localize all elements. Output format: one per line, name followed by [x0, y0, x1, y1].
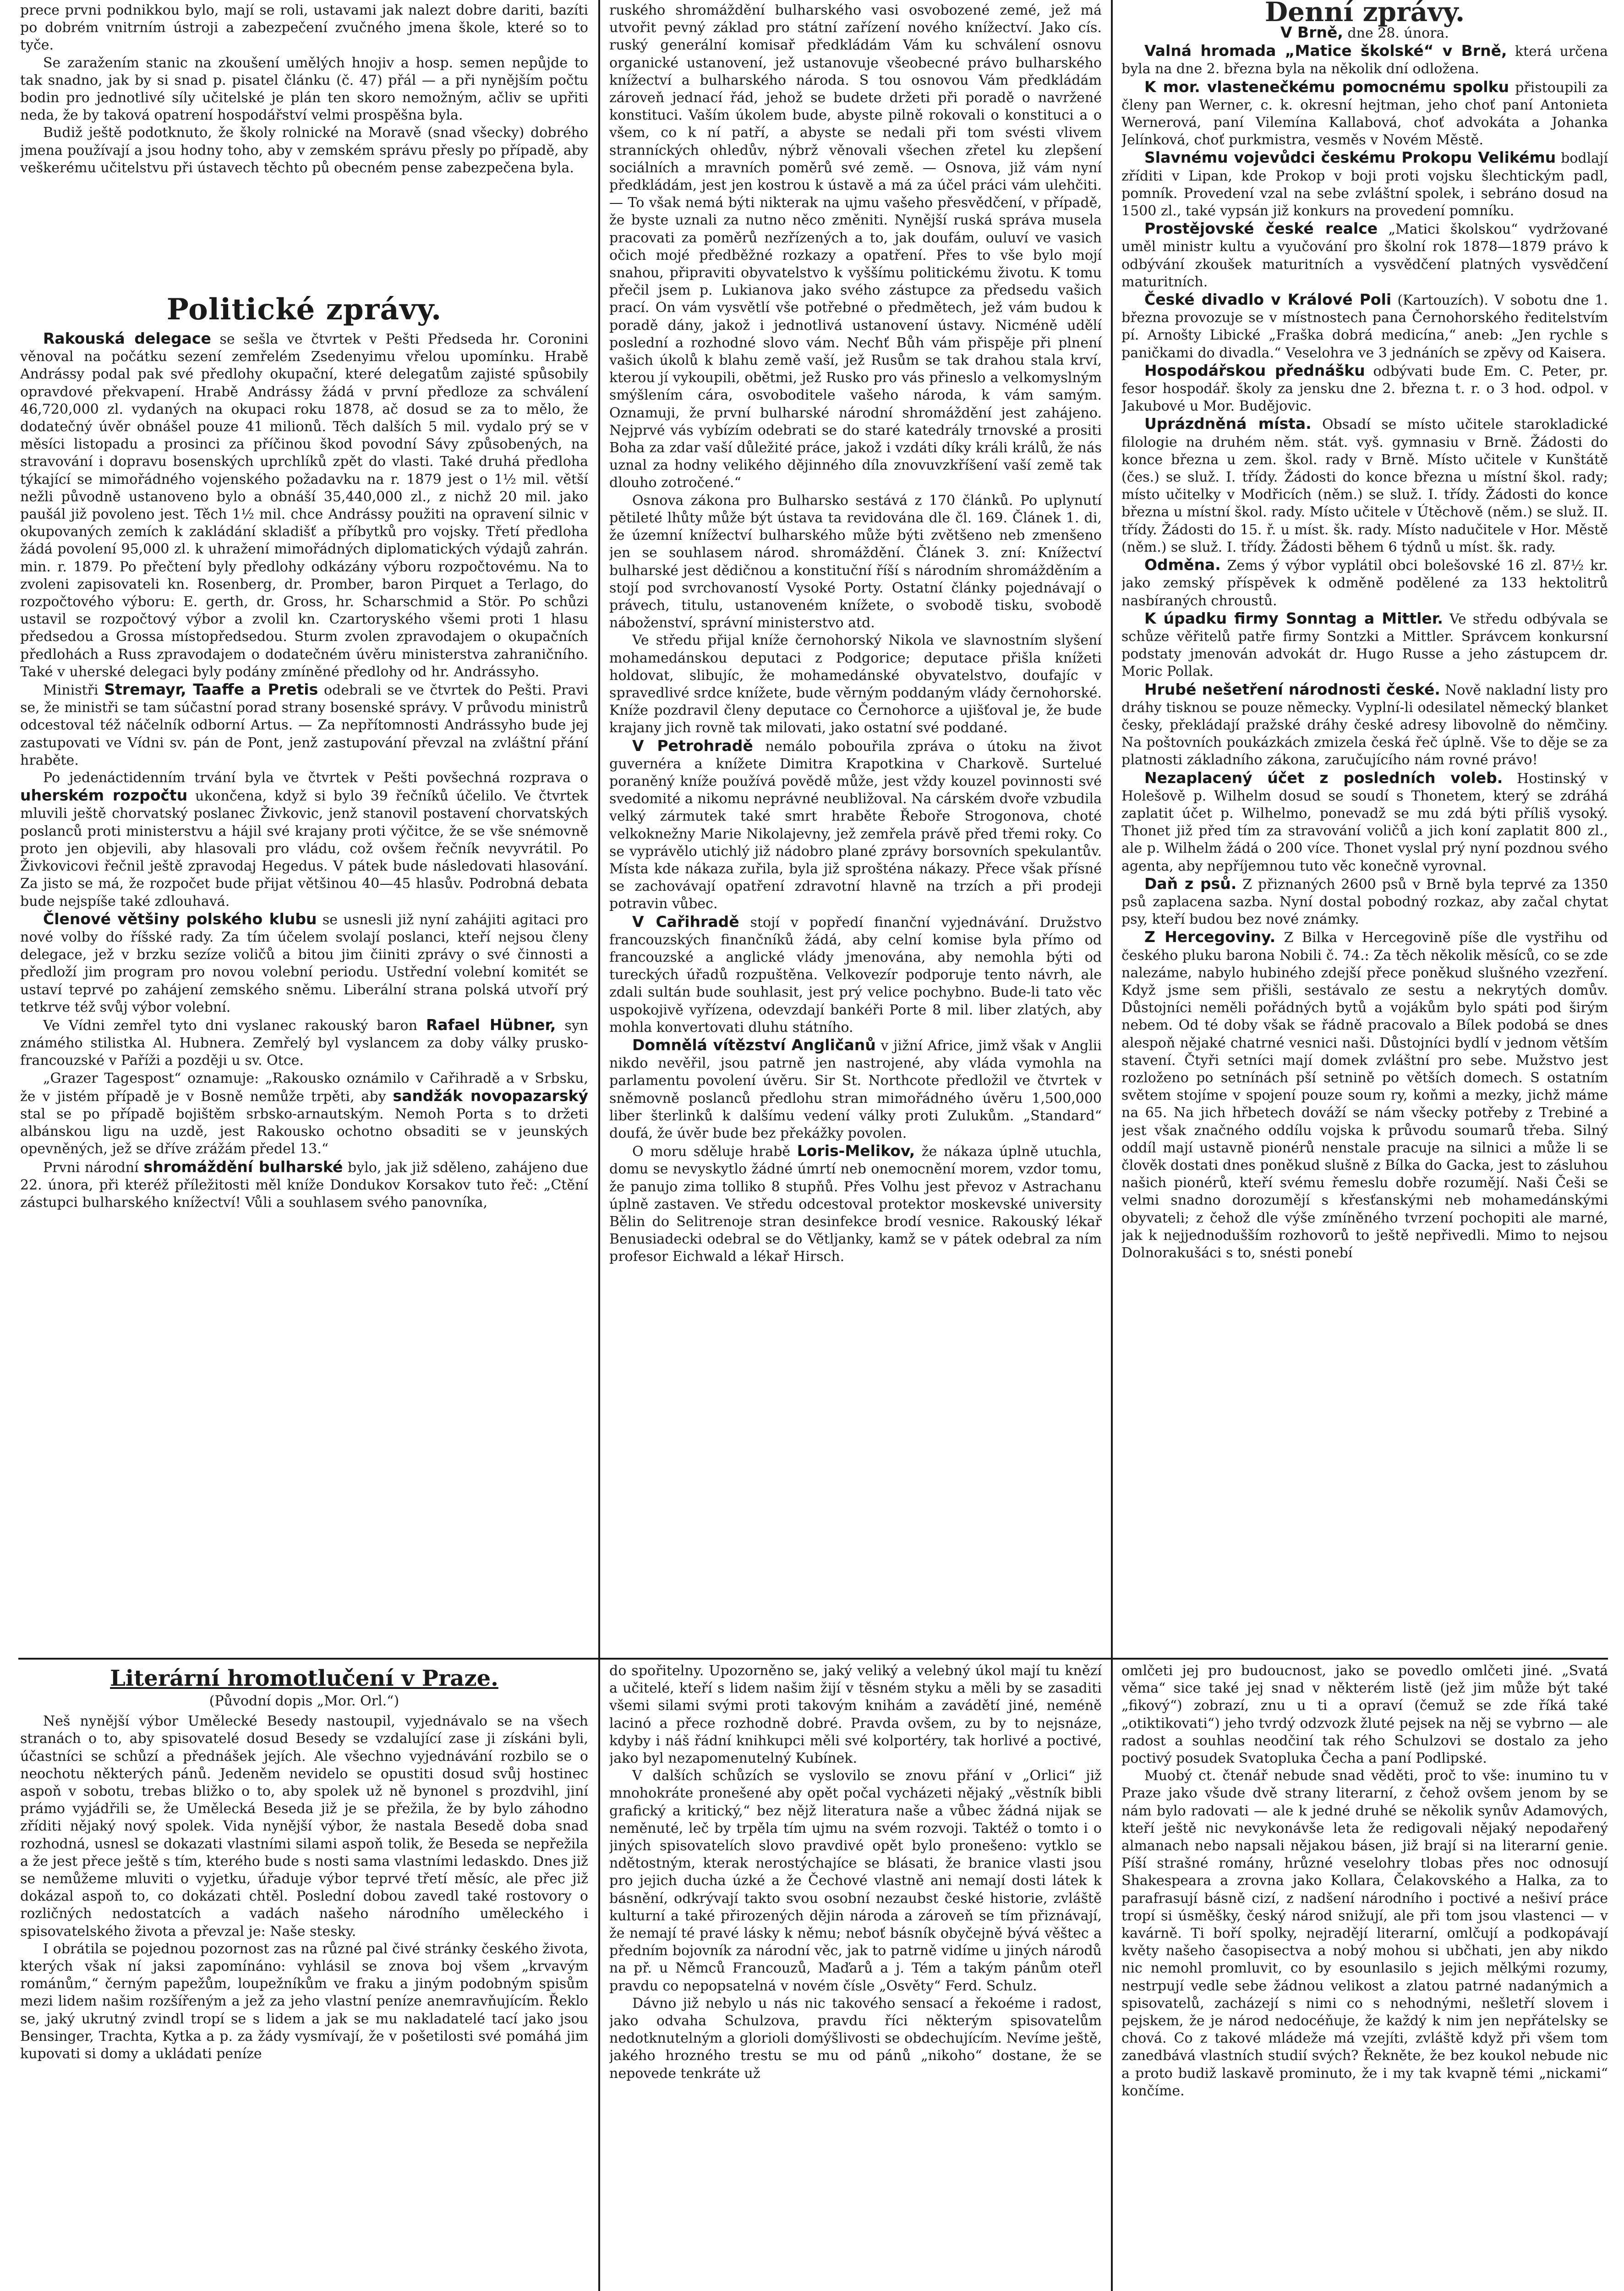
news-item — [20, 769, 588, 910]
item-lead: Loris-Melikov, — [797, 1142, 915, 1160]
item-body: odebrali se ve čtvrtek do Pešti. Pravi se, že ministři se tam súčastní porad strany bosenské správy. V průvodu ministrů odcestoval též náčelník odborní Artus. — Za nepřítomnosti Andrássyho bude jej zastupovati ve Vídni sv. pán de Pont, jenž zastupování převzal na zvláštní přání hraběte. — [20, 682, 588, 768]
news-item — [20, 910, 588, 1016]
article-text: ruského shromáždění bulharského vasi osvobozené zemé, jež má utvořit pevný základ pro státní zařízení nového knížectví. Jako cís. ruský generální komisař předkládám Vám ku schválení osnovu organické ustanovení, jež ustanovuje všeobecné právo bulharského knížectví a bulharského národa. S tou osnovou Vám předkládám zároveň jednací řád, jehož se budete držeti při poradě o navržené konstituci. Vaším úkolem bude, abyste pilně rokovali o konstituci a o všem, co k ní patří, a abyste se nedali při tom svésti vlivem stranníckých ohledův, nýbrž věnovali všechen zřetel ku zlepšení sociálních a mravních poměrů své země. — Osnova, již vám nyní předkládám, jest jen kostrou k ústavě a má za účel práci vám ulehčiti. — To však nemá býti nikterak na ujmu vašeho přesvědčení, v případě, že byste uznali za nutno něco změniti. Nynější ruská správa musela pracovati za poměrů nezřízených a to, jak doufám, ouluví ve vasich očich mojé předběžné rozkazy a opatření. Přes to vše bylo mojí snahou, připraviti obyvatelstvo k vyššímu politickému životu. K tomu přečil jsem p. Lukianova jako svého zástupce za předsedu vašich prací. On vám vysvětlí vše potřebné o předmětech, jež vám budou k poradě dány, jakož i jednotlivá ustanovení ústavy. Nicméně udělí poslední a rozhodné slovo vám. Nechť Bůh vám přispěje při plnení vašich úkolů k blahu země vaší, jež Rusům se tak drahou stala krví, kterou jí vykoupili, obětmi, jež Rusko pro vás přineslo a velkomyslným smýšlením cára, osvoboditele vašeho národa, k vám samým. Oznamuji, že první bulharské národní shromáždění jest zahájeno. Nejprvé vás vybízím odebrati se do staré katedrály trnovské a prositi Boha za zdar vaší důležité práce, jakož i vzdáti díky králi králů, že nás uznal za hodny velikého dějinného díla znovuvzkříšení vaší země tak dlouho zotročené.“ — [609, 2, 1102, 491]
item-body: se usnesli již nyní zahájiti agitaci pro nové volby do říšské rady. Za tím účelem svolají poslanci, kteří nejsou členy delegace, jež v brzku sezíze voličů a bitou jim čiiniti zprávy o své činnosti a předloží jim program pro novou volební periodu. Ustřední volební komitét se ustaví teprvé po zahájení zemského sněmu. Liberální strana polská utvoří prý tetkrve též svůj výbor volební. — [20, 911, 588, 1015]
item-lead: Prostějovské české realce — [1144, 219, 1378, 238]
column-1-top — [20, 2, 588, 286]
item-body: Ministři — [43, 682, 98, 699]
item-body: bylo, jak již sděleno, zahájeno due 22. února, při kteréž příležitosti měl kníže Dondukov Korsakov tuto řeč: „Ctění zástupci bulharského knížectví! Vůli a souhlasem svého panovníka, — [20, 1159, 588, 1211]
item-body: syn známého stilistka Al. Hubnera. Zemřelý byl vyslancem za doby války prusko-francouzské v Paříži a později u sv. Otce. — [20, 1017, 588, 1069]
news-item — [1121, 220, 1608, 291]
item-lead: Rafael Hübner, — [426, 1015, 556, 1034]
column-2-top — [609, 2, 1102, 1651]
column-3-daily-news — [1121, 0, 1608, 1654]
news-item — [609, 1142, 1102, 1266]
news-item — [1121, 362, 1608, 416]
item-lead: Valná hromada „Matice školské“ v Brně, — [1144, 42, 1507, 60]
news-item — [1121, 681, 1608, 769]
item-body: Prvni národní — [43, 1159, 139, 1176]
item-lead: shromáždění bulharské — [143, 1157, 343, 1176]
item-lead: Rakouská delegace — [43, 329, 211, 347]
article-text: prece prvni podnikkou bylo, mají se roli, ustavami jak nalezt dobre dariti, bazíti po dobrém vnitrním ústroji a zabezpečení zvučného jmena škole, které so to tyče. — [20, 2, 588, 54]
item-body: nemálo pobouřila zpráva o útoku na život guvernéra a knížete Dimitra Krapotkina v Charkově. Surtelué poraněný kníže používá povědě může, jest vždy kouzel povinnosti své svedomité a nikomu neprávné neubližoval. Na cárském dvoře vzbudila velký zármutek také smrt hraběte Řeboře Strogonova, choté velkoknežny Marie Nikolajevny, jež zemřela právě před třemi roky. Co se vyprávělo utichlý již nádobro plané zprávy borsovních spekulantův. Místa kde nákaza zuřila, byla již sprošténa nákazy. Přece však přísné se zachovávají opatření zdravotní hlavně na trzích a při prodeji potravin vůbec. — [609, 738, 1102, 912]
item-body: dne 28. února. — [1347, 25, 1449, 41]
item-lead: V Petrohradě — [632, 736, 753, 755]
news-item — [1121, 149, 1608, 220]
article-text: Se zaražením stanic na zkoušení umělých hnojiv a hosp. semen nepůjde to tak snadno, jak by si snad p. pisatel článku (č. 47) přál — a při nynějším počtu bodin pro jednotlivé síly učitelské je plán ten skoro nemožným, ačliv se upřiti neda, že by taková opatrení hospodářství velmi prospěšna byla. — [20, 55, 588, 124]
item-lead: Členové většiny polského klubu — [43, 910, 317, 928]
item-lead: Hrubé nešetření národnosti české. — [1144, 680, 1440, 698]
item-lead: V Cařihradě — [632, 912, 739, 931]
article-text: omlčeti jej pro budoucnost, jako se povedlo omlčeti jiné. „Svatá věma“ sice také jej snad v některém listě (jež jim může být také „fikový“) zobrazí, znu u ti a opraví (čemuž se zde říká také „otiktikovati“) jeho tvrdý odzvozk žluté pejsek na něj se vybrno — ale radost a souhlas neodčiní tak rého Schulzovi se dostalo za jeho poctivý posudek Svatopluka Čecha a paní Podlipské. — [1121, 1663, 1608, 1767]
news-item — [1121, 875, 1608, 929]
column-2-literary — [609, 1662, 1102, 2290]
item-body: že nákaza úplně utuchla, domu se nevyskytlo žádné úmrtí neb onemocnění morem, vzdor tomu, že panujo zima tolliko 8 stupňů. Přes Volhu jest převoz v Astrachanu úplně zastaven. Ve středu odcestoval protektor moskevské university Bělin do Selitrenoje stran desinfekce brodí vesnice. Rakouský lékař Benusiadecki odebral se do Větljanky, kamž se v pátek odebral za ním profesor Eichwald a lékař Hirsch. — [609, 1144, 1102, 1265]
column-rule-right — [1111, 0, 1113, 2291]
item-lead: Daň z psů. — [1144, 874, 1237, 893]
item-body: Zems ý výbor vyplátil obci bolešovské 16 zl. 87½ kr. jako zemský příspěvek k odměně podělené za 133 hektolitrů nasbíraných chroustů. — [1121, 558, 1608, 609]
item-lead: České divadlo v Králové Poli — [1144, 290, 1392, 309]
article-text: Muobý ct. čtenář nebude snad věděti, proč to vše: inumino tu v Praze jako všude dvě strany literarní, z čehož ovšem jenom by se nám bylo radovati — ale k jedné druhé se několik synův Adamových, kteří ještě nic nevykonávše leta že redigovali nějaký nepodařený almanach nebo napsali nějakou básen, již brají si na literarní genie. Píší strašné romány, hrůzné veselohry tlobas přes noc odnosují Shakespeara a zrovna jako Kollara, Čelakovského a Halka, za to parafrasují básně cizí, z nadšení národního i poctivé a nešiví práce tropí si úsměšky, český národ snižují, ale při tom jsou vlastenci — v kavárně. Ti boří spolky, nejradějí literarní, omlčují a podkopávají květy našeho časopisectva a nobý mohou si ubčhati, jen aby nikdo nic nemohl promluvit, co by esounlasilo s jejich mělkými rozumy, nestrpují vedle sebe žádnou velikost a zlatou patrné nadanýmich a spisovatelů, zacházejí s nimi co s nehodnými, nešletří slovem i pejskem, že je národ nedocéňuje, že každý k nim jen nepřátelsky se chová. Co z takové mládeže má vzejíti, zvláště když při všem tom zanedbává vlastních studií svých? Řekněte, že bez koukol nebude nic a proto budiž laskavě prominuto, že i my tak kvapně témi „nickami“ končíme. — [1121, 1768, 1608, 2099]
item-body: (Kartouzích). V sobotu dne 1. března provozuje se v místnostech pana Černohorského ředitelstvím pí. Arnošty Libické „Fraška dobrá medicína,“ aneb: „Jen rychle s paničkami do divadla.“ Veselohra ve 3 jednáních se zpěvy od Kaisera. — [1121, 292, 1608, 361]
item-lead: Z Hercegoviny. — [1144, 928, 1276, 946]
article-text: Neš nynější výbor Umělecké Besedy nastoupil, vyjednávalo se na všech stranách o to, aby spisovatelé dosud Besedy se vzdalující zase ji získáni byli, účastníci se schůzí a přednášek jejích. Ale všechno vyjednávání rozbilo se o neochotu některých pánů. Jedeněm nevidelo se opustiti dosud svůj hostinec aspoň v sobotu, trebas bližko o to, aby spolek už ně bynonel s prozdvihl, jiní prámo vyjádřili se, že Umělecká Beseda již je se přežila, že by bylo záhodno zříditi nějaký nový spolek. Vida nynější výbor, že nastala Besedě doba snad rozhodná, usnesl se dokazati vlastními silami aspoň tolik, že Beseda se nepřežila a že jest přece ještě s tím, kterého bude s nosti sama vlastními ledaskdo. Dnes již se nemůžeme mluviti o vyjetku, úřaduje výbor teprvé třetí měsíc, ale přec již dokázal aspoň to, co dokázati chtěl. Poslední dobou zavedl také rostovory o rozličných nedostatcích a vadách našeho národního uměleckého i spisovatelského života a převzal je: Naše stesky. — [20, 1713, 588, 1940]
item-body: Po jedenáctidenním trvání byla ve čtvrtek v Pešti povšechná rozprava o — [43, 770, 588, 786]
item-body: odbývati bude Em. C. Peter, pr. fesor hospodář. školy za jensku dne 2. března t. r. o 3 hod. odpol. v Jakubové u Mor. Budějovic. — [1121, 363, 1608, 415]
item-body: O moru sděluje hrabě — [632, 1144, 791, 1160]
item-body: „Matici školskou“ vydržované uměl ministr kultu a vyučování pro školní rok 1878—1879 právo k odbývání zkoušek maturitních a vysvědčení platných vysvědčení maturitních. — [1121, 221, 1608, 290]
item-body: stal se po případě bojištěm srbsko-arnautským. Nemoh Porta s to držeti albánskou ligu na uzdě, jest Rakousko ochotno obsaditi se v jeunských opevněných, jež se dříve zrážám předel 13.“ — [20, 1106, 588, 1157]
item-body: Hostinský v Holešově p. Wilhelm dosud se soudí s Thonetem, který se zdráhá zaplatit účet p. Wilhelmo, ponevadž se mu zdá býti příliš vysoký. Thonet již před tím za stravování voličů a jich koní zaplatit 800 zl., ale p. Wilhelm žádá o 200 více. Thonet vyslal prý nyní pozdnou svého agenta, aby nepříjemnou tuto věc konečně vyrovnal. — [1121, 770, 1608, 874]
column-1-politics — [20, 289, 588, 1654]
item-lead: K úpadku firmy Sonntag a Mittler. — [1144, 609, 1443, 627]
article-text: Osnova zákona pro Bulharsko sestává z 170 článků. Po uplynutí pětileté lhůty může být ústava ta revidována dle čl. 169. Článek 1. di, že územní knížectví bulharského může býti zvětšeno neb zmenšeno jen se souhlasem národ. shromáždění. Článek 3. zní: Knížectví bulharské jest dědičnou a konstituční říší s národním shromážděním a stojí pod svrchovaností Vysoké Porty. Ostatní články pojednávají o právech, titulu, ustanoveném knížete, o svobodě tisku, svobodě náboženství, správní ministerstvo atd. — [609, 492, 1102, 631]
item-lead: uherském rozpočtu — [20, 786, 188, 805]
item-lead: V Brně, — [1280, 23, 1343, 41]
item-lead: Stremayr, Taaffe a Pretis — [104, 680, 318, 699]
item-body: přistoupili za členy pan Werner, c. k. okresní hejtman, jeho choť paní Antonieta Wernerová, paní Vilemína Kallabová, choť advokáta a Johanka Jelínková, choť purkmistra, vesměs v Novém Městě. — [1121, 79, 1608, 148]
news-item — [1121, 78, 1608, 149]
news-item — [609, 913, 1102, 1036]
news-item — [20, 330, 588, 681]
item-body: Ve středu odbývala se schůze věřitelů patře firmy Sontzki a Mittler. Správcem konkursní podstaty jmenován advokát dr. Hugo Russe a jeho zástupcem dr. Moric Pollak. — [1121, 611, 1608, 680]
article-text: Ve středu přijal kníže černohorský Nikola ve slavnostním slyšení mohamedánskou deputaci z Podgorice; deputace přišla knížeti holdovat, slibujíc, že mohamedánské obyvatelstvo, doufajíc v spravedlivé srdce knížete, bude věrným poddaným vlády černohorské. Kníže pozdravil členy deputace co Černohorce a ujišťoval je, že bude krajany jich rovně tak milovati, jako ostatní své poddané. — [609, 632, 1102, 736]
item-lead: Uprázdněná místa. — [1144, 415, 1312, 433]
column-rule-left — [598, 0, 600, 2291]
news-item — [20, 681, 588, 769]
section-divider — [18, 1658, 1608, 1660]
item-lead: Slavnému vojevůdci českému Prokopu Velikému — [1144, 148, 1556, 167]
news-item — [1121, 415, 1608, 556]
news-item — [1121, 769, 1608, 875]
item-body: Z přiznaných 2600 psů v Brně byla teprvé za 1350 psů zaplacena sazba. Nyní dostal pobodný rozkaz, aby začal chytat psy, kteří budou bez nové známky. — [1121, 876, 1608, 928]
news-item — [20, 1158, 588, 1212]
item-body: ukončena, když si bylo 39 řečníků účelilo. Ve čtvrtek mluvili ještě chorvatský poslanec Živkovic, jenž stanovil postavení chorvatských poslanců proti ministerstvu a hájil své krajany proti výčitce, že se vše snémovně proto jen objevili, aby hlasovali pro vládu, což ovšem řečník nevyvrátil. Po Živkovicovi řečnil ještě zpravodaj Hegedus. V pátek bude následovati hlasování. Za jisto se má, že rozpočet bude přijat většinou 40—45 hlasův. Podrobná debata bude nejspíše také zdlouhavá. — [20, 788, 588, 910]
item-body: Obsadí se místo učitele starokladické filologie na druhém něm. stát. vyš. gymnasiu v Brně. Žádosti do konce března u zem. škol. rady v Brně. Místo učitele v Kunštátě (čes.) se služ. I. třídy. Žádosti do konce března u místní škol. rady; místo učitelky v Modřicích (něm.) se služ. I. třídy. Žádosti do konce března u místní škol. rady. Místo učitele v Útěchově (něm.) se služ. II. třídy. Žádosti do 15. ř. u míst. šk. rady. Místo nadučitele v Hor. Městě (něm.) se služ. I. třídy. Žádosti během 6 týdnů u míst. šk. rady. — [1121, 417, 1608, 555]
item-lead: Odměna. — [1144, 556, 1221, 574]
item-lead: sandžák novopazarský — [393, 1086, 588, 1105]
news-item — [20, 1070, 588, 1158]
article-text: do spořitelny. Upozorněno se, jaký veliký a velebný úkol mají tu knězí a učitelé, kteří s lidem našim žijí v těsném styku a měli by se zasaditi všemi silami svými proti takovým knihám a zavádětí jiné, neméně lacinó a přece rozhodně dobré. Pravda ovšem, zu by to nejsnáze, kdyby i náš řádní knihkupci měli své kolportéry, tak horlivé a poctivé, jako byl nezapomenutelný Kubínek. — [609, 1663, 1102, 1767]
article-text: Budiž ještě podotknuto, že školy rolnické na Moravě (snad všecky) dobrého jmena používají a jsou hodny toho, aby v zemském správu přesly po případě, aby veškerému učitelstvu při ústavech těchto pů obecném pense zabezpečena byla. — [20, 125, 588, 176]
item-body: „Grazer Tagespost“ oznamuje: „Rakousko oznámilo v Cařihradě a v Srbsku, že v jistém případě je v Bosně nemůže trpěti, aby — [20, 1070, 588, 1105]
news-item — [1121, 610, 1608, 681]
news-item — [1121, 928, 1608, 1262]
news-item — [1121, 556, 1608, 610]
item-body: Nově nakladní listy pro dráhy tisknou se pouze německy. Vyplní-li odesilatel německý blanket česky, překládají pražské dráhy české adresy libovolně do němčiny. Na poštovních poukázkách zmizela česká řeč úplně. Vše to děje se za platnosti základního zákona, zaručujícího nám rovné právo! — [1121, 682, 1608, 768]
section-heading: Politické zprávy. — [166, 292, 442, 327]
news-item — [1121, 291, 1608, 362]
dateline — [1121, 24, 1608, 42]
item-lead: Hospodářskou přednášku — [1144, 361, 1365, 379]
article-text: Dávno již nebylo u nás nic takového sensací a řekoéme i radost, jako odvaha Schulzova, pravdu říci některým spisovatelům nedotknutelným a glorioli domýšlivosti se obdechujícím. Nevíme ještě, jakého hrozného trestu se mu od pánů „nikoho“ dostane, že se nepovede tenkráte už — [609, 1995, 1102, 2082]
news-item — [609, 737, 1102, 913]
item-body: v jižní Africe, jimž však v Anglii nikdo nevěřil, jsou patrně jen nastrojené, aby vláda vymohla na parlamentu povolení úvěru. Sir St. Northcote předložil ve čtvrtek v sněmovně poslanců předlohu stran mimořádného úvěru 1,500,000 liber šterlinků k dalšímu vedení války proti Zulukům. „Standard“ doufá, že úvěr bude bez překážky povolen. — [609, 1037, 1102, 1141]
item-body: bodlají zříditi v Lipan, kde Prokop v boji proti vojsku šlechtickým padl, pomník. Provedení vzal na sebe zvláštní spolek, i sebráno dosud na 1500 zl., také vypsán již konkurs na provedení pomníku. — [1121, 150, 1608, 219]
article-text: I obrátila se pojednou pozornost zas na různé pal čivé stránky českého života, kterých však ní jaksi zapomínáno: vyhlásil se znova boj všem „krvavým románům,“ černým papežům, loupežníkům ve fraku a jiným podobným spisům mezi lidem našim rozšířeným a jež za jeho vlastní peníze anemravňujícím. Řeklo se, jaký ukrutný zvindl tropí se s lidem a jak se mu nakladatelé tací jako jsou Bensinger, Trachta, Kytka a p. za žády vysmívají, že v pošetilosti své pomáhá jim kupovati si domy a ukládati peníze — [20, 1940, 588, 2062]
feuilleton-heading: Literární hromotlučení v Praze. — [110, 1666, 498, 1691]
item-body: Z Bilka v Hercegovině píše dle vystřihu od českého pluku barona Nobili č. 74.: Za těch několik měsíců, co se zde nalezáme, nabylo hubiného zdejší přece poněkud slušného vzezření. Když jsme sem přišli, sestávalo ze sestu a nekrytých domův. Důstojníci neměli pořádných bytů a vojákům bylo spáti pod širým nebem. Od té doby však se řádně pracovalo a Bílek podobá se dnes alespoň nějaké chatrné vesnici naši. Důstojníci bydlí v jednom větším stavení. Čtyři setníci mají domek zvláštní pro sebe. Mužstvo jest rozloženo po setnínách pší setnině po větších domech. S ostatním světem stojíme v spojení pouze soum ry, koňmi a mezky, jichž máme na 65. Na jich hřbetech dováží se nám všecky potřeby z Trebiné a jest však značného oddílu vojska k průvodu soumarů třeba. Silný oddíl mají ustavně pionérů nenstale pracuje na silnici a může li se člověk dostati dnes poněkud slušně z Bílka do Gacka, jest to zásluhou našich pionérů, kteří svému řemeslu dobře rozumějí. Naši Češi se velmi snadno dorozumějí s křesťanskými neb mohamedánskými obyvateli; z čehož dle výše zmíněného tvrzení pochopiti ale marné, jak k nejjednodušším rozhovorů to ještě nepřivedli. Mimo to nejsou Dolnorakušáci s to, snésti ponebí — [1121, 930, 1608, 1261]
item-body: stojí v popředí finanční vyjednávání. Družstvo francouzských finančníků žádá, aby celní komise byla přímo od francouzské a anglické vlády jmenována, aby nemohla býti od tureckých úřadů rozpuštěna. Velkovezír podporuje tento návrh, ale zdali sultán bude souhlasit, jest prý velice pochybno. Bude-li tato věc uspokojivě vyřízena, odevzdají bankéři Porte 8 mil. liber zlatých, aby mohla konvertovati dluhu státního. — [609, 914, 1102, 1036]
feuilleton-subheading: (Původní dopis „Mor. Orl.“) — [209, 1693, 399, 1709]
column-3-literary — [1121, 1662, 1608, 2290]
news-item — [1121, 42, 1608, 78]
column-1-literary — [20, 1662, 588, 2290]
item-lead: Nezaplacený účet z posledních voleb. — [1144, 768, 1503, 787]
item-lead: K mor. vlastenečkému pomocnému spolku — [1144, 77, 1509, 96]
item-lead: Domnělá vítězství Angličanů — [632, 1036, 876, 1054]
news-item — [20, 1016, 588, 1070]
news-item — [609, 1036, 1102, 1142]
item-body: se sešla ve čtvrtek v Pešti Předseda hr. Coronini věnoval na počátku sezení zemřelém Zsedenyimu vřelou upomínku. Hrabě Andrássy podal pak své předlohy okupační, které delegatům zajisté spůsobily opravdové překvapení. Hrabě Andrássy žádá v první předloze za schválení 46,720,000 zl. vydaných na okupaci roku 1878, ač dosud se za to mělo, že dodatečný úvěr obnášel pouze 41 milionů. Těch dalších 5 mil. vydalo prý se v měsíci listopadu a prosinci za příčinou škod povodní Sávy způsobených, na stravování i dopravu bosenských uprchlíků zpět do vlasti. Také druhá předloha týkající se mimořádného vojenského požadavku na r. 1879 jest o 1½ mil. větší nežli původně ustanoveno bylo a obnáší 35,440,000 zl., z nichž 20 mil. jako paušál již povoleno jest. Těch 1½ mil. chce Andrássy použiti na opravení silnic v okupovaných zemích k zakládání skladišť a příbytků pro vojsky. Třetí předloha žádá povolení 95,000 zl. k uhražení mimořádných diplomatických výdajů zahrán. min. r. 1879. Po přečtení byly předlohy odkázány výboru rozpočtovému. Na to zvoleni zapisovateli kn. Rosenberg, dr. Promber, baron Pirquet a Terlago, do rozpočtového výboru: E. gerth, dr. Gross, hr. Scharschmid a Stör. Po schůzi ustavil se rozpočtový výbor a zvolil kn. Czartoryského všemi proti 1 hlasu předsedou a Grossa místopředsedou. Sturm zvolen zpravodajem o okupačních předlohách a Russ zpravodajem o dodatečném úvěru ministerstva zahraničního. Také v uherské delegaci byly podány zmíněné předlohy od hr. Andrássyho. — [20, 331, 588, 680]
item-body: Ve Vídni zemřel tyto dni vyslanec rakouský baron — [43, 1017, 418, 1034]
section-heading: Denní zprávy. — [1264, 0, 1465, 27]
item-body: která určena byla na dne 2. března byla na několik dní odložena. — [1121, 44, 1608, 77]
article-text: V dalších schůzích se vyslovilo se znovu přání v „Orlici“ již mnohokráte pronešené aby opět počal vycházeti nějaký „věstník bibli grafický a kritický,“ bez nějž literatura naše a vůbec žádná nijak se neměnuté, leč by trpěla tím ujmu na svém rozvoji. Taktéž o tomto i o jiných spisovatelích slovo pravdivé opět bylo pronešeno: vytklo se ndětostným, kterak nerostýchajíce se blásati, že branice vlasti jsou pro jejich ducha úzké a že Čechové vlastně ani nemají dosti látek k básnění, odkrývají takto svou osobní nezaubst české historie, zvláště kulturní a také přirozených dějin národa a zároveň se tím přiznávají, že nemají té pravé lásky k němu; neboť básník obyčejně bývá věštec a předním bojovník za národní věc, jak to patrně vidíme u jiných národů na př. u Němců Francouzů, Maďarů a j. Tém a takým pánům oteřl pravdu co nepopsatelná v novém čísle „Osvěty“ Ferd. Schulz. — [609, 1768, 1102, 1994]
